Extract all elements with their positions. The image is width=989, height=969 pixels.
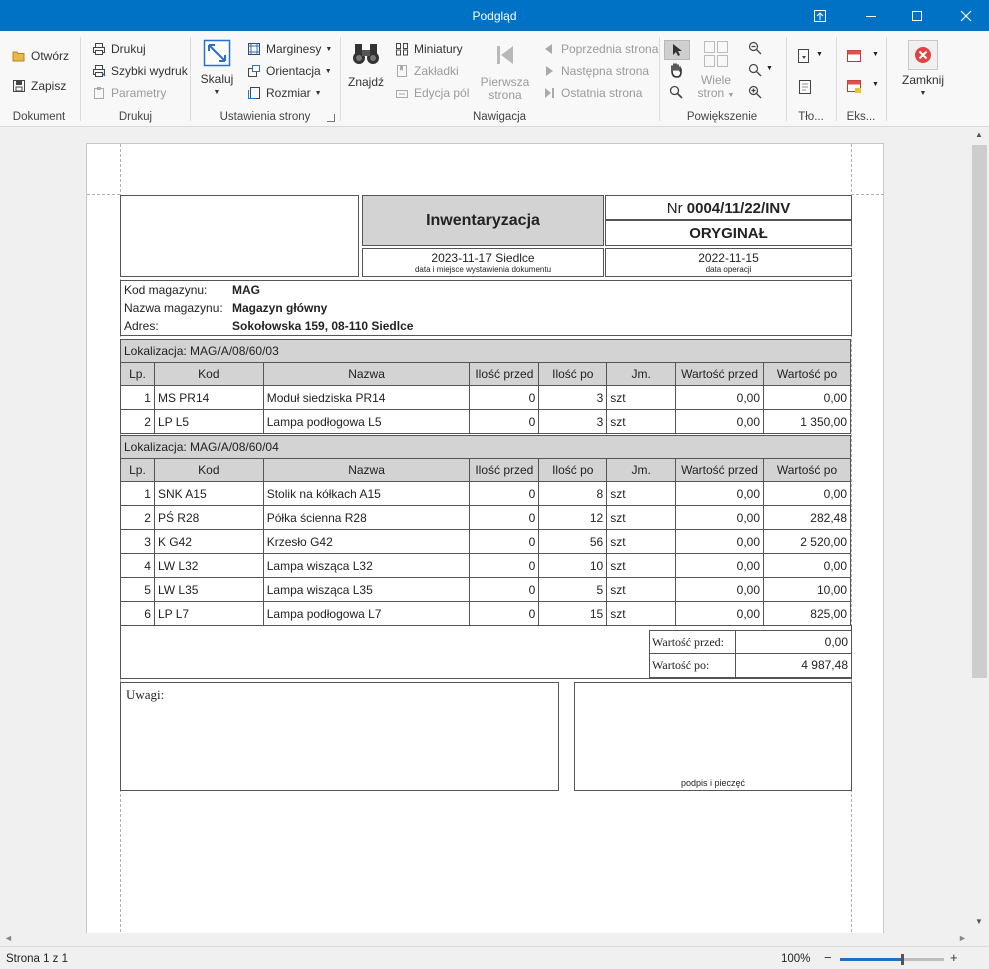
group-label-tlo: Tło...: [798, 111, 824, 123]
close-window-button[interactable]: [943, 0, 989, 31]
close-preview-button[interactable]: [898, 40, 948, 100]
column-header-qty-after: Ilość po: [539, 363, 607, 386]
scroll-down-icon[interactable]: ▼: [975, 917, 983, 926]
table-row: [121, 602, 851, 626]
scroll-right-icon[interactable]: ►: [958, 933, 967, 943]
hand-icon: [668, 62, 684, 78]
signature-box: [574, 682, 852, 791]
remarks-box: Uwagi:: [120, 682, 559, 791]
orientation-icon: [247, 64, 261, 78]
cell-lp: 1: [121, 386, 155, 410]
last-page-icon: [542, 86, 556, 100]
scale-button[interactable]: [196, 39, 238, 99]
hand-tool-button[interactable]: [668, 62, 686, 80]
cell-qty-before: 0: [470, 386, 539, 410]
cell-name: Lampa wisząca L32: [263, 554, 470, 578]
cell-unit: szt: [607, 578, 676, 602]
cell-value-before: 0,00: [676, 482, 764, 506]
cell-qty-after: 15: [539, 602, 607, 626]
table-row: [121, 410, 851, 434]
document-page: [86, 143, 884, 943]
logo-box: [120, 195, 359, 277]
open-label: Otwórz: [31, 49, 70, 63]
quick-print-button[interactable]: [92, 64, 188, 78]
column-header-qty-before: Ilość przed: [470, 363, 539, 386]
table-row: [121, 386, 851, 410]
export-button[interactable]: [846, 48, 882, 66]
cell-qty-before: 0: [470, 506, 539, 530]
clipboard-icon: [92, 86, 106, 100]
cell-lp: 5: [121, 578, 155, 602]
cell-value-before: 0,00: [676, 530, 764, 554]
location-header: Lokalizacja: MAG/A/08/60/04: [120, 435, 851, 459]
binoculars-icon: [351, 41, 381, 67]
cell-code: MS PR14: [154, 386, 263, 410]
cell-unit: szt: [607, 482, 676, 506]
warehouse-name: Magazyn główny: [232, 301, 328, 315]
column-header-qty-before: Ilość przed: [470, 459, 539, 482]
page-color-button[interactable]: [796, 48, 826, 66]
dropdown-arrow-icon: ▼: [324, 67, 332, 75]
total-after-label: Wartość po:: [649, 653, 736, 678]
cell-value-after: 825,00: [764, 602, 851, 626]
orientation-label: Orientacja: [266, 64, 321, 78]
cell-qty-before: 0: [470, 554, 539, 578]
printer-icon: [92, 42, 106, 56]
cell-lp: 4: [121, 554, 155, 578]
cell-value-after: 282,48: [764, 506, 851, 530]
magnifier-icon: [669, 85, 683, 99]
column-header-lp: Lp.: [121, 363, 155, 386]
zoom-tool-button[interactable]: [669, 85, 685, 101]
triangle-right-icon: [542, 64, 556, 78]
page-size-icon: [247, 86, 261, 100]
cell-unit: szt: [607, 554, 676, 578]
group-label-eks: Eks...: [846, 111, 876, 123]
open-button[interactable]: [12, 49, 69, 63]
warehouse-code: MAG: [232, 283, 260, 297]
bookmark-icon: [395, 64, 409, 78]
table-row: [121, 530, 851, 554]
zoom-in-icon: [748, 85, 762, 99]
column-header-code: Kod: [154, 459, 263, 482]
cell-lp: 3: [121, 530, 155, 554]
size-button[interactable]: [247, 86, 322, 100]
column-header-name: Nazwa: [263, 363, 470, 386]
column-header-code: Kod: [154, 363, 263, 386]
group-label-nawigacja: Nawigacja: [472, 111, 527, 123]
dropdown-arrow-icon: ▼: [816, 51, 823, 58]
minimize-button[interactable]: [848, 0, 894, 31]
cell-qty-before: 0: [470, 578, 539, 602]
margins-button[interactable]: [247, 42, 332, 56]
table-row: [121, 554, 851, 578]
close-circle-icon: [908, 40, 938, 70]
maximize-button[interactable]: [894, 0, 940, 31]
page-indicator: Strona 1 z 1: [6, 953, 69, 965]
column-header-qty-after: Ilość po: [539, 459, 607, 482]
cell-qty-after: 3: [539, 386, 607, 410]
cell-lp: 6: [121, 602, 155, 626]
dropdown-arrow-icon: ▼: [325, 45, 333, 53]
watermark-icon: [797, 79, 813, 95]
operation-date-caption: data operacji: [705, 265, 752, 274]
first-page-label-2: strona: [488, 88, 522, 102]
cell-code: LW L32: [154, 554, 263, 578]
warehouse-address: Sokołowska 159, 08-110 Siedlce: [232, 319, 414, 333]
zoom-dropdown-button[interactable]: [748, 63, 778, 79]
cell-qty-before: 0: [470, 482, 539, 506]
cell-value-before: 0,00: [676, 386, 764, 410]
margins-icon: [247, 42, 261, 56]
cursor-icon: [672, 43, 684, 57]
zoom-out-icon: [748, 41, 762, 55]
next-page-label: Następna strona: [561, 64, 650, 78]
next-page-button[interactable]: [542, 64, 649, 78]
issue-date-box: [362, 248, 604, 277]
cell-code: SNK A15: [154, 482, 263, 506]
ribbon-separator: [190, 37, 191, 121]
zoom-slider-fill: [840, 958, 902, 961]
scroll-up-icon[interactable]: ▲: [975, 130, 983, 139]
total-before-value: 0,00: [735, 630, 852, 654]
edit-fields-icon: [395, 86, 409, 100]
ribbon: [0, 31, 989, 127]
thumbnails-button[interactable]: [395, 42, 463, 56]
save-icon: [12, 79, 26, 93]
dropdown-arrow-icon: ▼: [872, 51, 879, 58]
column-header-value-before: Wartość przed: [676, 459, 764, 482]
find-button[interactable]: [346, 41, 386, 89]
pdf-export-icon: [846, 48, 862, 64]
print-button[interactable]: [92, 42, 146, 56]
cell-qty-after: 8: [539, 482, 607, 506]
table-header-row: [121, 363, 851, 386]
status-bar: [0, 946, 989, 969]
cell-unit: szt: [607, 386, 676, 410]
total-before-label: Wartość przed:: [649, 630, 736, 654]
cell-value-after: 10,00: [764, 578, 851, 602]
cell-qty-after: 5: [539, 578, 607, 602]
parameters-label: Parametry: [111, 86, 167, 100]
warehouse-address-label: Adres:: [124, 319, 159, 333]
thumbnails-icon: [395, 42, 409, 56]
ribbon-separator: [886, 37, 887, 121]
operation-date-box: [605, 248, 852, 277]
group-label-ustawienia: Ustawienia strony: [219, 111, 311, 123]
quick-printer-icon: [92, 64, 106, 78]
issue-date-caption: data i miejsce wystawienia dokumentu: [414, 265, 552, 274]
items-table: [120, 458, 851, 626]
thumbnails-label: Miniatury: [414, 42, 463, 56]
dropdown-arrow-icon: ▼: [314, 89, 322, 97]
title-bar: [0, 0, 989, 31]
minimize-icon: [865, 10, 877, 22]
margins-label: Marginesy: [266, 42, 322, 56]
send-export-button[interactable]: [846, 78, 882, 96]
warehouse-name-label: Nazwa magazynu:: [124, 301, 223, 315]
restore-window-button[interactable]: [797, 0, 843, 31]
cell-unit: szt: [607, 410, 676, 434]
first-page-icon: [493, 43, 517, 67]
items-table: [120, 362, 851, 434]
cell-code: LP L7: [154, 602, 263, 626]
cell-name: Lampa podłogowa L7: [263, 602, 470, 626]
ribbon-separator: [80, 37, 81, 121]
maximize-icon: [911, 10, 923, 22]
save-button[interactable]: [12, 79, 66, 93]
scale-label: Skaluj: [200, 72, 234, 86]
close-preview-label: Zamknij: [901, 73, 944, 87]
cell-value-after: 0,00: [764, 386, 851, 410]
group-label-drukuj: Drukuj: [118, 111, 153, 123]
find-label: Znajdź: [347, 75, 385, 89]
location-header: Lokalizacja: MAG/A/08/60/03: [120, 339, 851, 363]
cell-value-after: 0,00: [764, 554, 851, 578]
cell-value-after: 0,00: [764, 482, 851, 506]
cell-name: Moduł siedziska PR14: [263, 386, 470, 410]
last-page-label: Ostatnia strona: [561, 86, 643, 100]
parameters-button[interactable]: [92, 86, 166, 100]
issue-date: 2023-11-17 Siedlce: [431, 251, 535, 265]
dropdown-arrow-icon: ▼: [213, 89, 221, 96]
watermark-button[interactable]: [797, 79, 815, 97]
column-header-value-after: Wartość po: [764, 459, 851, 482]
restore-icon: [814, 10, 826, 22]
document-title: Inwentaryzacja: [362, 195, 604, 246]
dropdown-arrow-icon: ▼: [919, 90, 927, 97]
document-number: Nr 0004/11/22/INV: [605, 195, 852, 220]
table-row: [121, 506, 851, 530]
multiple-pages-label-1: Wiele: [700, 73, 731, 87]
cell-name: Półka ścienna R28: [263, 506, 470, 530]
dropdown-arrow-icon: ▼: [872, 81, 879, 88]
cell-name: Krzesło G42: [263, 530, 470, 554]
column-header-value-before: Wartość przed: [676, 363, 764, 386]
print-label: Drukuj: [111, 42, 146, 56]
ribbon-separator: [659, 37, 660, 121]
column-header-name: Nazwa: [263, 459, 470, 482]
warehouse-info-box: [120, 280, 852, 336]
cell-qty-before: 0: [470, 602, 539, 626]
cell-value-before: 0,00: [676, 578, 764, 602]
cell-name: Lampa wisząca L35: [263, 578, 470, 602]
cell-code: PŚ R28: [154, 506, 263, 530]
cell-value-before: 0,00: [676, 602, 764, 626]
magnifier-icon: [748, 63, 762, 77]
document-number-value: 0004/11/22/INV: [686, 200, 791, 217]
cell-qty-after: 10: [539, 554, 607, 578]
cell-qty-after: 3: [539, 410, 607, 434]
multiple-pages-button[interactable]: [697, 40, 735, 102]
email-export-icon: [846, 78, 862, 94]
cell-value-after: 1 350,00: [764, 410, 851, 434]
cell-unit: szt: [607, 530, 676, 554]
last-page-button[interactable]: [542, 86, 642, 100]
cell-value-before: 0,00: [676, 506, 764, 530]
scroll-left-icon[interactable]: ◄: [4, 933, 13, 943]
column-header-unit: Jm.: [607, 363, 676, 386]
bookmarks-button[interactable]: [395, 64, 459, 78]
scale-icon: [203, 39, 231, 67]
cell-value-before: 0,00: [676, 410, 764, 434]
cell-qty-after: 12: [539, 506, 607, 530]
zoom-in-small-icon[interactable]: +: [950, 950, 958, 965]
table-header-row: [121, 459, 851, 482]
column-header-value-after: Wartość po: [764, 363, 851, 386]
column-header-unit: Jm.: [607, 459, 676, 482]
cell-value-after: 2 520,00: [764, 530, 851, 554]
previous-page-label: Poprzednia strona: [561, 42, 659, 56]
page-color-icon: [796, 48, 812, 64]
dialog-launcher-icon[interactable]: [327, 114, 335, 122]
cell-code: LW L35: [154, 578, 263, 602]
zoom-level[interactable]: 100%: [781, 953, 811, 965]
cell-code: LP L5: [154, 410, 263, 434]
warehouse-code-label: Kod magazynu:: [124, 283, 208, 297]
group-label-dokument: Dokument: [12, 111, 66, 123]
triangle-left-icon: [542, 42, 556, 56]
zoom-out-button[interactable]: [748, 41, 778, 57]
document-copy-type: ORYGINAŁ: [605, 220, 852, 246]
cell-lp: 1: [121, 482, 155, 506]
quick-print-label: Szybki wydruk: [111, 64, 188, 78]
zoom-in-button[interactable]: [748, 85, 778, 101]
zoom-slider-thumb[interactable]: [901, 954, 904, 965]
cell-unit: szt: [607, 506, 676, 530]
cell-value-before: 0,00: [676, 554, 764, 578]
multiple-pages-label-2: stron ▼: [697, 86, 735, 100]
ribbon-separator: [786, 37, 787, 121]
zoom-out-small-icon[interactable]: −: [824, 950, 832, 965]
cell-code: K G42: [154, 530, 263, 554]
previous-page-button[interactable]: [542, 42, 658, 56]
orientation-button[interactable]: [247, 64, 332, 78]
first-page-label-1: Pierwsza: [480, 75, 530, 89]
cell-name: Lampa podłogowa L5: [263, 410, 470, 434]
folder-icon: [12, 49, 26, 63]
table-row: [121, 578, 851, 602]
pointer-tool-button[interactable]: [664, 40, 690, 60]
cell-qty-before: 0: [470, 410, 539, 434]
group-label-powiekszenie: Powiększenie: [686, 111, 758, 123]
total-after-value: 4 987,48: [735, 653, 852, 678]
cell-qty-before: 0: [470, 530, 539, 554]
operation-date: 2022-11-15: [698, 251, 759, 265]
multiple-pages-icon: [702, 40, 730, 68]
cell-name: Stolik na kółkach A15: [263, 482, 470, 506]
cell-unit: szt: [607, 602, 676, 626]
close-icon: [960, 10, 972, 22]
bookmarks-label: Zakładki: [414, 64, 459, 78]
signature-caption: podpis i pieczęć: [680, 778, 746, 788]
edit-fields-label: Edycja pól: [414, 86, 470, 100]
horizontal-scrollbar[interactable]: [0, 933, 970, 946]
save-label: Zapisz: [31, 79, 67, 93]
ribbon-separator: [340, 37, 341, 121]
margin-guide-top: [87, 194, 120, 195]
first-page-button[interactable]: [479, 43, 531, 102]
cell-lp: 2: [121, 410, 155, 434]
cell-qty-after: 56: [539, 530, 607, 554]
size-label: Rozmiar: [266, 86, 311, 100]
document-viewport[interactable]: [0, 127, 989, 946]
table-row: [121, 482, 851, 506]
vertical-scroll-thumb[interactable]: [972, 145, 987, 678]
ribbon-separator: [836, 37, 837, 121]
dropdown-arrow-icon: ▼: [766, 65, 773, 72]
zoom-slider-track[interactable]: [840, 958, 944, 961]
column-header-lp: Lp.: [121, 459, 155, 482]
edit-fields-button[interactable]: [395, 86, 469, 100]
window-title: Podgląd: [472, 9, 517, 23]
cell-lp: 2: [121, 506, 155, 530]
margin-guide-top: [851, 194, 884, 195]
